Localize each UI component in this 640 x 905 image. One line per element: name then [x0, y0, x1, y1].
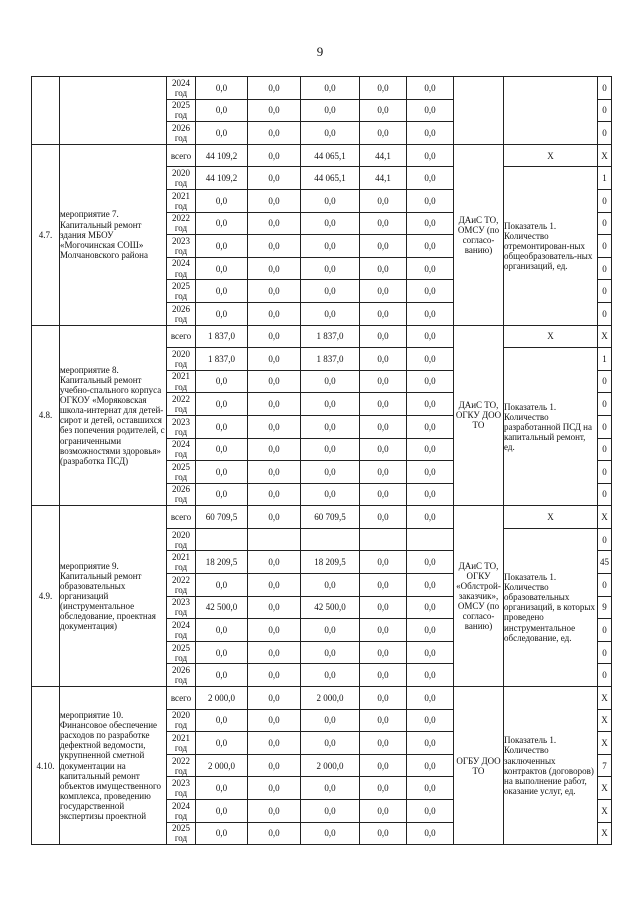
value-cell: 0,0 — [248, 777, 301, 800]
value-cell: 0,0 — [407, 167, 454, 190]
value-cell: 1 837,0 — [196, 325, 248, 348]
value-cell: 0,0 — [301, 461, 360, 484]
value-cell: 0,0 — [301, 641, 360, 664]
value-cell: 0,0 — [360, 822, 407, 845]
value-cell: 0,0 — [301, 212, 360, 235]
target-value-cell: Х — [598, 800, 612, 823]
value-cell: 0,0 — [196, 777, 248, 800]
value-cell: 0,0 — [248, 167, 301, 190]
value-cell: 0,0 — [301, 189, 360, 212]
indicator-cell: Показатель 1. Количество отремонтирован-ных общеобразователь-ных организаций, ед. — [504, 167, 598, 325]
year-cell: 2024 год — [167, 77, 196, 100]
target-value-cell: Х — [598, 687, 612, 710]
value-cell: 0,0 — [407, 754, 454, 777]
value-cell: 0,0 — [407, 574, 454, 597]
value-cell: 0,0 — [360, 483, 407, 506]
executor-cell: ДАиС ТО, ОМСУ (по согласо-ванию) — [454, 144, 504, 325]
value-cell — [248, 528, 301, 551]
value-cell: 0,0 — [360, 348, 407, 371]
year-cell: 2024 год — [167, 619, 196, 642]
target-value-cell: Х — [598, 822, 612, 845]
table-row — [32, 144, 612, 167]
value-cell: 0,0 — [248, 77, 301, 100]
target-value-cell: 0 — [598, 664, 612, 687]
value-cell: 0,0 — [407, 189, 454, 212]
value-cell: 0,0 — [248, 641, 301, 664]
value-cell: 0,0 — [248, 596, 301, 619]
value-cell: 0,0 — [196, 302, 248, 325]
value-cell: 0,0 — [248, 822, 301, 845]
target-value-cell: 0 — [598, 235, 612, 258]
value-cell: 0,0 — [301, 800, 360, 823]
value-cell: 0,0 — [196, 99, 248, 122]
value-cell: 0,0 — [407, 302, 454, 325]
target-value-cell: 9 — [598, 596, 612, 619]
value-cell: 0,0 — [301, 709, 360, 732]
continued-num-cell — [32, 77, 60, 145]
year-cell: 2021 год — [167, 189, 196, 212]
target-value-cell: Х — [598, 506, 612, 529]
year-cell: 2025 год — [167, 641, 196, 664]
value-cell — [301, 528, 360, 551]
year-cell: 2020 год — [167, 528, 196, 551]
value-cell: 42 500,0 — [196, 596, 248, 619]
value-cell: 0,0 — [360, 122, 407, 145]
value-cell: 0,0 — [248, 551, 301, 574]
year-cell: 2025 год — [167, 99, 196, 122]
value-cell: 0,0 — [248, 257, 301, 280]
value-cell: 0,0 — [407, 461, 454, 484]
value-cell: 44,1 — [360, 167, 407, 190]
value-cell: 0,0 — [196, 77, 248, 100]
value-cell: 0,0 — [360, 709, 407, 732]
year-cell: 2020 год — [167, 348, 196, 371]
year-cell: 2024 год — [167, 800, 196, 823]
value-cell: 0,0 — [360, 302, 407, 325]
value-cell: 0,0 — [248, 483, 301, 506]
value-cell — [360, 528, 407, 551]
year-cell: всего — [167, 687, 196, 710]
value-cell: 0,0 — [407, 122, 454, 145]
value-cell: 0,0 — [407, 325, 454, 348]
target-value-cell: 0 — [598, 280, 612, 303]
value-cell: 0,0 — [301, 619, 360, 642]
value-cell: 42 500,0 — [301, 596, 360, 619]
value-cell: 0,0 — [248, 438, 301, 461]
value-cell: 0,0 — [196, 393, 248, 416]
year-cell: 2026 год — [167, 302, 196, 325]
value-cell: 0,0 — [301, 99, 360, 122]
value-cell: 0,0 — [248, 212, 301, 235]
continued-name-cell — [60, 77, 167, 145]
year-cell: 2020 год — [167, 167, 196, 190]
value-cell: 0,0 — [360, 99, 407, 122]
target-value-cell: Х — [598, 732, 612, 755]
value-cell: 0,0 — [407, 619, 454, 642]
indicator-cell: Показатель 1. Количество образовательных организаций, в которых проведено инструментальное обследование, ед. — [504, 528, 598, 686]
year-cell: 2021 год — [167, 551, 196, 574]
value-cell: 0,0 — [407, 664, 454, 687]
value-cell: 0,0 — [360, 325, 407, 348]
value-cell: 0,0 — [196, 822, 248, 845]
value-cell: 0,0 — [407, 370, 454, 393]
target-value-cell: 0 — [598, 189, 612, 212]
value-cell: 0,0 — [301, 822, 360, 845]
target-value-cell: 0 — [598, 122, 612, 145]
target-value-cell: 0 — [598, 77, 612, 100]
value-cell: 0,0 — [360, 393, 407, 416]
value-cell: 0,0 — [196, 574, 248, 597]
value-cell: 0,0 — [196, 800, 248, 823]
value-cell: 2 000,0 — [301, 754, 360, 777]
value-cell: 0,0 — [248, 393, 301, 416]
value-cell: 0,0 — [248, 280, 301, 303]
value-cell: 0,0 — [360, 77, 407, 100]
target-value-cell: 0 — [598, 528, 612, 551]
year-cell: 2022 год — [167, 393, 196, 416]
value-cell: 0,0 — [407, 732, 454, 755]
target-value-cell: 0 — [598, 212, 612, 235]
value-cell: 18 209,5 — [301, 551, 360, 574]
year-cell: 2026 год — [167, 122, 196, 145]
value-cell: 0,0 — [407, 596, 454, 619]
value-cell: 44 065,1 — [301, 144, 360, 167]
target-value-cell: Х — [598, 144, 612, 167]
value-cell: 0,0 — [360, 574, 407, 597]
value-cell: 0,0 — [407, 800, 454, 823]
value-cell: 0,0 — [407, 438, 454, 461]
value-cell: 0,0 — [360, 754, 407, 777]
value-cell: 0,0 — [301, 77, 360, 100]
measure-number: 4.10. — [32, 687, 60, 845]
year-cell: всего — [167, 325, 196, 348]
value-cell: 0,0 — [196, 235, 248, 258]
value-cell: 0,0 — [196, 483, 248, 506]
target-value-cell: 1 — [598, 167, 612, 190]
value-cell: 0,0 — [360, 461, 407, 484]
value-cell: 1 837,0 — [196, 348, 248, 371]
value-cell: 60 709,5 — [196, 506, 248, 529]
value-cell: 0,0 — [360, 551, 407, 574]
target-value-cell: Х — [598, 777, 612, 800]
target-value-cell: 0 — [598, 619, 612, 642]
value-cell: 0,0 — [301, 777, 360, 800]
value-cell — [196, 528, 248, 551]
target-value-cell: 0 — [598, 438, 612, 461]
value-cell: 0,0 — [248, 370, 301, 393]
year-cell: 2024 год — [167, 257, 196, 280]
value-cell: 0,0 — [301, 280, 360, 303]
value-cell: 0,0 — [196, 212, 248, 235]
value-cell: 0,0 — [196, 257, 248, 280]
value-cell: 0,0 — [407, 641, 454, 664]
value-cell: 0,0 — [301, 483, 360, 506]
continued-indicator-cell — [504, 77, 598, 145]
value-cell: 2 000,0 — [196, 687, 248, 710]
measure-number: 4.8. — [32, 325, 60, 506]
indicator-cell: Показатель 1. Количество разработанной ПСД на капитальный ремонт, ед. — [504, 348, 598, 506]
year-cell: 2022 год — [167, 754, 196, 777]
year-cell: 2025 год — [167, 461, 196, 484]
year-cell: 2022 год — [167, 212, 196, 235]
year-cell: всего — [167, 506, 196, 529]
value-cell: 44 109,2 — [196, 167, 248, 190]
value-cell: 0,0 — [248, 574, 301, 597]
value-cell: 0,0 — [360, 438, 407, 461]
table-row — [32, 77, 612, 100]
value-cell: 1 837,0 — [301, 325, 360, 348]
year-cell: 2025 год — [167, 280, 196, 303]
value-cell: 1 837,0 — [301, 348, 360, 371]
value-cell: 0,0 — [407, 822, 454, 845]
value-cell: 0,0 — [248, 415, 301, 438]
target-value-cell: 0 — [598, 257, 612, 280]
value-cell: 18 209,5 — [196, 551, 248, 574]
value-cell: 60 709,5 — [301, 506, 360, 529]
year-cell: 2023 год — [167, 596, 196, 619]
value-cell: 0,0 — [360, 800, 407, 823]
measure-number: 4.7. — [32, 144, 60, 325]
value-cell: 0,0 — [407, 687, 454, 710]
value-cell: 0,0 — [360, 189, 407, 212]
value-cell: 0,0 — [360, 664, 407, 687]
measure-name: мероприятие 8. Капитальный ремонт учебно-спального корпуса ОГКОУ «Моряковская школа-интернат для детей-сирот и детей, оставшихся без попечения родителей, с ограниченными возможностями здоровья» (разработка ПСД) — [60, 325, 167, 506]
target-value-cell: Х — [598, 709, 612, 732]
year-cell: 2021 год — [167, 370, 196, 393]
value-cell: 0,0 — [248, 732, 301, 755]
value-cell: 0,0 — [196, 709, 248, 732]
value-cell: 0,0 — [360, 280, 407, 303]
value-cell: 0,0 — [360, 641, 407, 664]
value-cell: 0,0 — [407, 212, 454, 235]
value-cell — [407, 528, 454, 551]
value-cell: 0,0 — [196, 415, 248, 438]
continued-executor-cell — [454, 77, 504, 145]
value-cell: 0,0 — [301, 664, 360, 687]
value-cell: 0,0 — [301, 370, 360, 393]
value-cell: 44 065,1 — [301, 167, 360, 190]
value-cell: 0,0 — [248, 506, 301, 529]
target-value-cell: 0 — [598, 461, 612, 484]
value-cell: 0,0 — [407, 280, 454, 303]
year-cell: 2023 год — [167, 415, 196, 438]
value-cell: 0,0 — [407, 77, 454, 100]
value-cell: 0,0 — [196, 641, 248, 664]
value-cell: 0,0 — [360, 687, 407, 710]
value-cell: 0,0 — [248, 687, 301, 710]
value-cell: 0,0 — [360, 257, 407, 280]
value-cell: 0,0 — [360, 370, 407, 393]
value-cell: 0,0 — [360, 777, 407, 800]
value-cell: 44 109,2 — [196, 144, 248, 167]
target-value-cell: 1 — [598, 348, 612, 371]
target-value-cell: 0 — [598, 641, 612, 664]
target-value-cell: 45 — [598, 551, 612, 574]
indicator-x-cell: Х — [504, 506, 598, 529]
program-measures-table — [31, 76, 612, 845]
year-cell: 2023 год — [167, 777, 196, 800]
value-cell: 0,0 — [360, 506, 407, 529]
measure-name: мероприятие 9. Капитальный ремонт образовательных организаций (инструментальное обследование, проектная документация) — [60, 506, 167, 687]
executor-cell: ОГБУ ДОО ТО — [454, 687, 504, 845]
indicator-x-cell: Х — [504, 325, 598, 348]
value-cell: 0,0 — [248, 122, 301, 145]
value-cell: 0,0 — [407, 506, 454, 529]
value-cell: 0,0 — [196, 122, 248, 145]
target-value-cell: 0 — [598, 302, 612, 325]
target-value-cell: 0 — [598, 393, 612, 416]
value-cell: 44,1 — [360, 144, 407, 167]
value-cell: 0,0 — [248, 754, 301, 777]
target-value-cell: 0 — [598, 370, 612, 393]
measure-name: мероприятие 10. Финансовое обеспечение расходов по разработке дефектной ведомости, укрупненной сметной документации на капитальный ремонт объектов имущественного комплекса, проведению государственной экспертизы проектной — [60, 687, 167, 845]
year-cell: 2026 год — [167, 664, 196, 687]
value-cell: 0,0 — [196, 619, 248, 642]
measure-number: 4.9. — [32, 506, 60, 687]
value-cell: 0,0 — [196, 461, 248, 484]
value-cell: 0,0 — [196, 370, 248, 393]
value-cell: 0,0 — [407, 257, 454, 280]
target-value-cell: 0 — [598, 99, 612, 122]
value-cell: 0,0 — [248, 235, 301, 258]
year-cell: 2023 год — [167, 235, 196, 258]
indicator-cell: Показатель 1. Количество заключенных контрактов (договоров) на выполнение работ, оказание услуг, ед. — [504, 687, 598, 845]
value-cell: 0,0 — [407, 483, 454, 506]
year-cell: 2024 год — [167, 438, 196, 461]
value-cell: 0,0 — [196, 280, 248, 303]
year-cell: 2021 год — [167, 732, 196, 755]
value-cell: 0,0 — [248, 348, 301, 371]
value-cell: 0,0 — [360, 415, 407, 438]
indicator-x-cell: Х — [504, 144, 598, 167]
value-cell: 0,0 — [301, 257, 360, 280]
year-cell: 2025 год — [167, 822, 196, 845]
table-row — [32, 687, 612, 710]
value-cell: 0,0 — [301, 122, 360, 145]
value-cell: 0,0 — [407, 348, 454, 371]
value-cell: 0,0 — [196, 664, 248, 687]
value-cell: 0,0 — [248, 99, 301, 122]
value-cell: 0,0 — [407, 99, 454, 122]
table-row — [32, 506, 612, 529]
value-cell: 0,0 — [248, 144, 301, 167]
value-cell: 0,0 — [360, 732, 407, 755]
value-cell: 2 000,0 — [196, 754, 248, 777]
target-value-cell: 0 — [598, 415, 612, 438]
value-cell: 0,0 — [248, 709, 301, 732]
value-cell: 0,0 — [196, 189, 248, 212]
value-cell: 0,0 — [360, 596, 407, 619]
value-cell: 0,0 — [301, 393, 360, 416]
value-cell: 0,0 — [301, 732, 360, 755]
value-cell: 0,0 — [248, 325, 301, 348]
value-cell: 0,0 — [301, 438, 360, 461]
value-cell: 0,0 — [301, 302, 360, 325]
table-row — [32, 325, 612, 348]
value-cell: 0,0 — [407, 415, 454, 438]
value-cell: 0,0 — [301, 235, 360, 258]
value-cell: 2 000,0 — [301, 687, 360, 710]
page-number: 9 — [316, 44, 324, 59]
measure-name: мероприятие 7. Капитальный ремонт здания МБОУ «Могочинская СОШ» Молчановского района — [60, 144, 167, 325]
year-cell: всего — [167, 144, 196, 167]
value-cell: 0,0 — [196, 438, 248, 461]
value-cell: 0,0 — [248, 619, 301, 642]
value-cell: 0,0 — [248, 800, 301, 823]
value-cell: 0,0 — [248, 189, 301, 212]
value-cell: 0,0 — [301, 415, 360, 438]
year-cell: 2022 год — [167, 574, 196, 597]
value-cell: 0,0 — [407, 709, 454, 732]
executor-cell: ДАиС ТО, ОГКУ «Облстрой-заказчик», ОМСУ (по согласо-ванию) — [454, 506, 504, 687]
value-cell: 0,0 — [248, 664, 301, 687]
value-cell: 0,0 — [407, 235, 454, 258]
year-cell: 2020 год — [167, 709, 196, 732]
value-cell: 0,0 — [248, 302, 301, 325]
value-cell: 0,0 — [407, 777, 454, 800]
target-value-cell: 0 — [598, 483, 612, 506]
value-cell: 0,0 — [407, 144, 454, 167]
target-value-cell: Х — [598, 325, 612, 348]
value-cell: 0,0 — [407, 393, 454, 416]
target-value-cell: 7 — [598, 754, 612, 777]
value-cell: 0,0 — [248, 461, 301, 484]
year-cell: 2026 год — [167, 483, 196, 506]
executor-cell: ДАиС ТО, ОГКУ ДОО ТО — [454, 325, 504, 506]
value-cell: 0,0 — [196, 732, 248, 755]
value-cell: 0,0 — [360, 235, 407, 258]
value-cell: 0,0 — [301, 574, 360, 597]
target-value-cell: 0 — [598, 574, 612, 597]
value-cell: 0,0 — [360, 619, 407, 642]
value-cell: 0,0 — [407, 551, 454, 574]
value-cell: 0,0 — [360, 212, 407, 235]
